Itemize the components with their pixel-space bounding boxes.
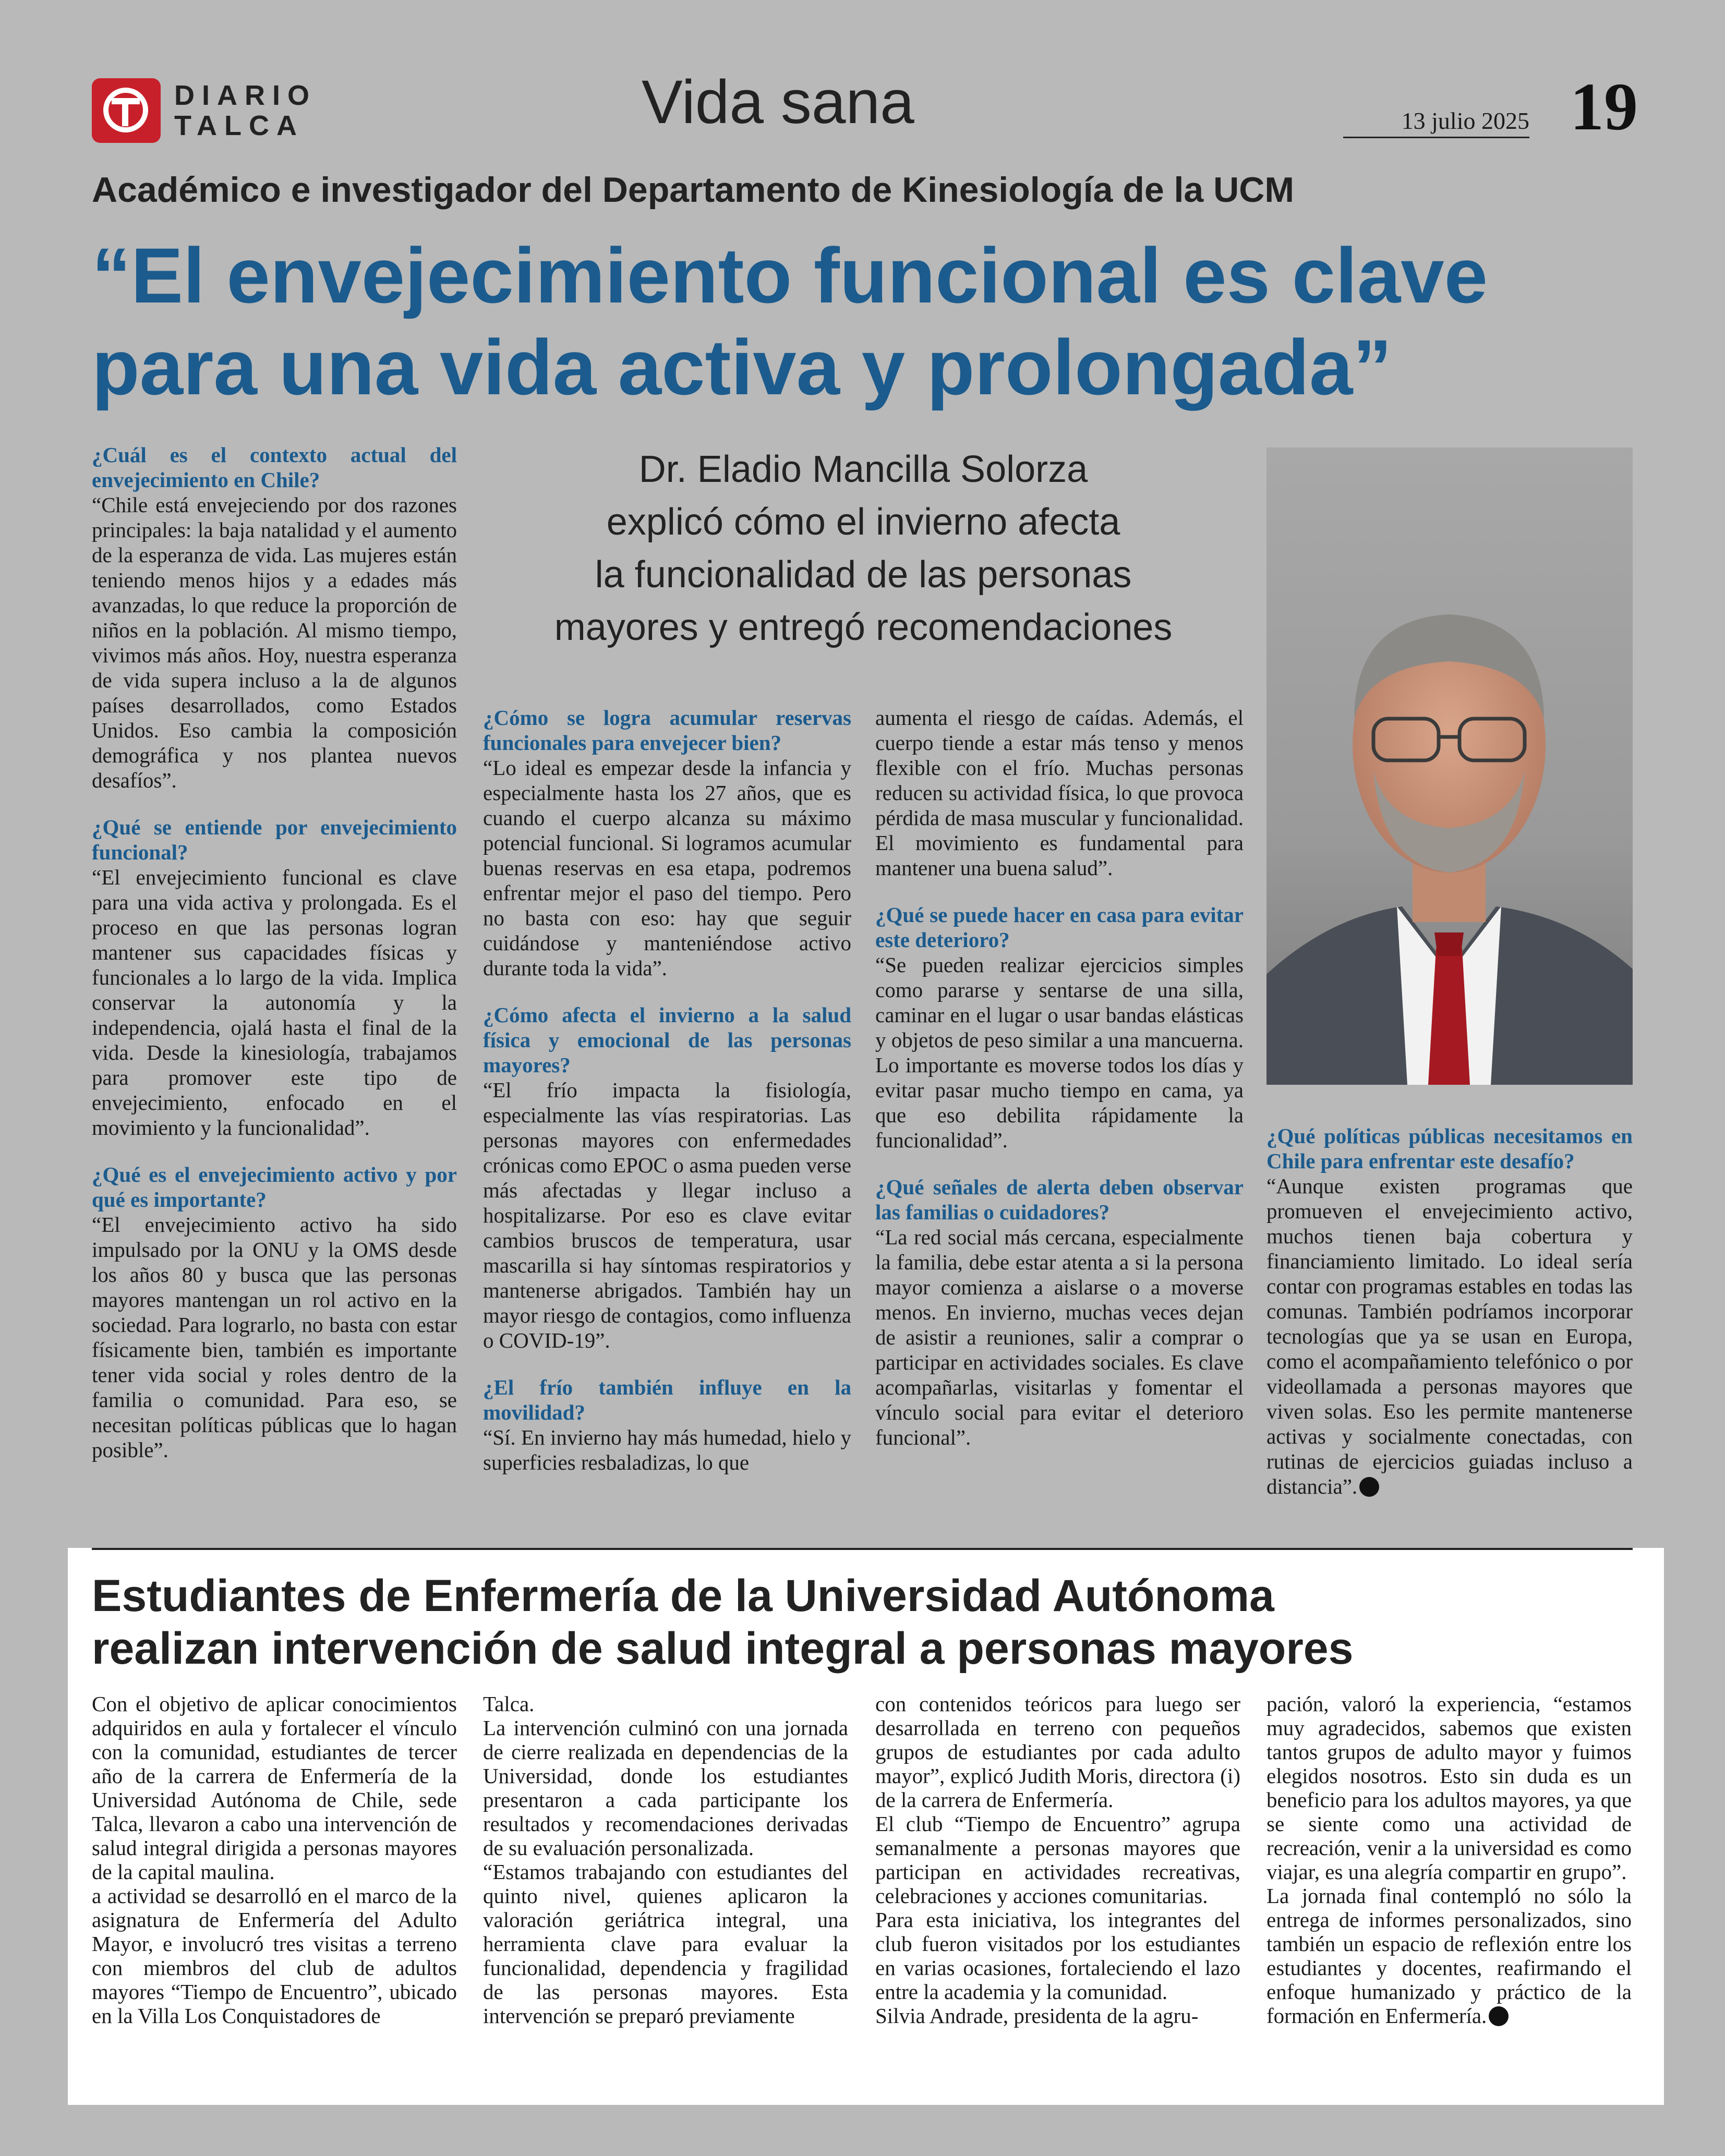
question-1: ¿Cuál es el contexto actual del envejecimiento en Chile? bbox=[92, 443, 457, 492]
question-6: ¿El frío también influye en la movilidad? bbox=[483, 1375, 851, 1424]
second-title-line-2: realizan intervención de salud integral a personas mayores bbox=[92, 1624, 1354, 1674]
question-4: ¿Cómo se logra acumular reservas funcionales para envejecer bien? bbox=[483, 706, 851, 755]
divider-rule bbox=[92, 1548, 1633, 1550]
question-5: ¿Cómo afecta el invierno a la salud física y emocional de las personas mayores? bbox=[483, 1003, 851, 1077]
logo-line-2: TALCA bbox=[174, 110, 304, 141]
diario-talca-logo-icon bbox=[92, 78, 161, 143]
question-9: ¿Qué políticas públicas necesitamos en Chile para enfrentar este desafío? bbox=[1266, 1124, 1633, 1173]
answer-4: “Lo ideal es empezar desde la infancia y especialmente hasta los 27 años, que es cuando el cuerpo alcanza su máximo potencial funcional. Si logramos acumular buenas reservas en esa etapa, podremos enfrentar mejor el paso del tiempo. Pero no basta con eso: hay que seguir cuidándose y manteniéndose activo durante toda la vida”. bbox=[483, 756, 851, 980]
second-paragraph-8 bbox=[1266, 1884, 1632, 2028]
second-paragraph-4: “Estamos trabajando con estudiantes del quinto nivel, quienes aplicaron la valoración geriátrica integral, una herramienta clave para evaluar la funcionalidad, dependencia y fragilidad de las personas mayores. Esta intervención se preparó previamente bbox=[483, 1860, 848, 2028]
second-paragraph-6: Para esta iniciativa, los integrantes del club fueron visitados por los estudiantes en varias ocasiones, fortaleciendo el lazo entre la academia y la comunidad. bbox=[875, 1908, 1240, 2004]
deck-line-1: Dr. Eladio Mancilla Solorza bbox=[638, 449, 1088, 490]
article-kicker: Académico e investigador del Departamento de Kinesiología de la UCM bbox=[92, 170, 1294, 210]
second-paragraph-2: a actividad se desarrolló en el marco de la asignatura de Enfermería del Adulto Mayor, e involucró tres visitas a terreno con miembros del club de adultos mayores “Tiempo de Encuentro”, ubicado en la Villa Los Conquistadores de bbox=[92, 1884, 457, 2028]
end-of-article-icon bbox=[1359, 1477, 1379, 1497]
second-article-column-2 bbox=[483, 1692, 848, 2028]
end-of-second-article-icon bbox=[1489, 2006, 1509, 2026]
second-article-column-4 bbox=[1266, 1692, 1632, 2028]
second-paragraph-7-continued: pación, valoró la experiencia, “estamos muy agradecidos, sabemos que existen tantos grupos de adulto mayor y fuimos elegidos nosotros. Esto sin duda es un beneficio para los adultos mayores, ya que se siente como una actividad de recreación, venir a la universidad es como viajar, es una alegría compartir en grupo”. bbox=[1266, 1692, 1632, 1884]
answer-2: “El envejecimiento funcional es clave para una vida activa y prolongada. Es el proceso en que las personas logran mantener sus capacidades físicas y funcionales a lo largo de la vida. Implica conservar la autonomía y la independencia, ojalá hasta el final de la vida. Desde la kinesiología, trabajamos para promover este tipo de envejecimiento, enfocado en el movimiento y la funcionalidad”. bbox=[92, 865, 457, 1140]
deck-line-3: la funcionalidad de las personas bbox=[595, 554, 1132, 596]
deck-line-4: mayores y entregó recomendaciones bbox=[554, 607, 1173, 648]
logo-wordmark bbox=[174, 80, 317, 141]
second-title-line-1: Estudiantes de Enfermería de la Universidad Autónoma bbox=[92, 1571, 1274, 1621]
second-article-title bbox=[92, 1570, 1636, 1675]
answer-8: “La red social más cercana, especialmente la familia, debe estar atenta a si la persona mayor comienza a aislarse o a moverse menos. En invierno, muchas veces dejan de asistir a reuniones, salir a comprar o participar en actividades sociales. Es clave acompañarlas, visitarlas y fomentar el vínculo social para evitar el deterioro funcional”. bbox=[875, 1225, 1244, 1449]
answer-9 bbox=[1266, 1173, 1633, 1499]
answer-6-start: “Sí. En invierno hay más humedad, hielo y superficies resbaladizas, lo que bbox=[483, 1425, 851, 1474]
headline-line-1: “El envejecimiento funcional es clave bbox=[92, 232, 1488, 319]
answer-1: “Chile está envejeciendo por dos razones principales: la baja natalidad y el aumento de la esperanza de vida. Las mujeres están teniendo menos hijos y a edades más avanzadas, lo que reduce la proporción de niños en la población. Al mismo tiempo, vivimos más años. Hoy, nuestra esperanza de vida supera incluso a la de algunos países desarrollados, como Estados Unidos. Eso cambia la composición demográfica y nos plantea nuevos desafíos”. bbox=[92, 493, 457, 792]
article-column-1 bbox=[92, 442, 457, 1462]
deck-line-2: explicó cómo el invierno afecta bbox=[606, 501, 1120, 543]
page-number: 19 bbox=[1570, 69, 1638, 144]
second-paragraph-5: El club “Tiempo de Encuentro” agrupa semanalmente a personas mayores que participan en actividades recreativas, celebraciones y acciones comunitarias. bbox=[875, 1812, 1240, 1908]
question-7: ¿Qué se puede hacer en casa para evitar este deterioro? bbox=[875, 903, 1244, 952]
answer-5: “El frío impacta la fisiología, especialmente las vías respiratorias. Las personas mayores con enfermedades crónicas como EPOC o asma pueden verse más afectadas y llegar incluso a hospitalizarse. Por eso es clave evitar cambios bruscos de temperatura, usar mascarilla si hay síntomas respiratorios y mantenerse abrigados. También hay un mayor riesgo de contagios, como influenza o COVID-19”. bbox=[483, 1078, 851, 1352]
portrait-photo bbox=[1266, 447, 1633, 1085]
second-article-column-1 bbox=[92, 1692, 457, 2028]
newspaper-logo bbox=[92, 78, 317, 143]
article-headline bbox=[92, 229, 1657, 413]
issue-date: 13 julio 2025 bbox=[1343, 107, 1529, 138]
second-paragraph-2-continued: Talca. bbox=[483, 1692, 535, 1716]
question-8: ¿Qué señales de alerta deben observar las familias o cuidadores? bbox=[875, 1175, 1244, 1224]
question-3: ¿Qué es el envejecimiento activo y por qué es importante? bbox=[92, 1162, 457, 1212]
second-paragraph-4-continued: con contenidos teóricos para luego ser desarrollada en terreno con pequeños grupos de estudiantes por cada adulto mayor”, explicó Judith Moris, directora (i) de la carrera de Enfermería. bbox=[875, 1692, 1240, 1812]
question-2: ¿Qué se entiende por envejecimiento funcional? bbox=[92, 815, 457, 864]
answer-7: “Se pueden realizar ejercicios simples como pararse y sentarse de una silla, caminar en el lugar o usar bandas elásticas y objetos de peso similar a una mancuerna. Lo importante es moverse todos los días y evitar pasar mucho tiempo en cama, ya que eso debilita rápidamente la funcionalidad”. bbox=[875, 953, 1244, 1152]
answer-3: “El envejecimiento activo ha sido impulsado por la ONU y la OMS desde los años 80 y busca que las personas mayores mantengan un rol activo en la sociedad. Para lograrlo, no basta con estar físicamente bien, también es importante tener vida social y roles dentro de la familia o comunidad. Para eso, se necesitan políticas públicas que lo hagan posible”. bbox=[92, 1213, 457, 1462]
answer-9-text: “Aunque existen programas que promueven el envejecimiento activo, muchos tienen baja cobertura y financiamiento limitado. Lo ideal sería contar con programas estables en todas las comunas. También podríamos incorporar tecnologías que ya se usan en Europa, como el acompañamiento telefónico o por videollamada a personas mayores que viven solas. Eso les permite mantenerse activas y socialmente conectadas, con rutinas de ejercicios guiadas incluso a distancia”. bbox=[1266, 1174, 1633, 1498]
headline-line-2: para una vida activa y prolongada” bbox=[92, 323, 1392, 411]
second-article-column-3 bbox=[875, 1692, 1240, 2028]
article-deck bbox=[469, 443, 1257, 654]
second-paragraph-7: Silvia Andrade, presidenta de la agru- bbox=[875, 2004, 1199, 2028]
second-paragraph-1: Con el objetivo de aplicar conocimientos adquiridos en aula y fortalecer el vínculo con la comunidad, estudiantes de tercer año de la carrera de Enfermería de la Universidad Autónoma de Chile, sede Talca, llevaron a cabo una intervención de salud integral dirigida a personas mayores de la capital maulina. bbox=[92, 1692, 457, 1884]
logo-line-1: DIARIO bbox=[174, 80, 317, 111]
article-column-3 bbox=[875, 705, 1244, 1450]
second-paragraph-3: La intervención culminó con una jornada de cierre realizada en dependencias de la Universidad, donde los estudiantes presentaron a cada participante los resultados y recomendaciones derivadas de su evaluación personalizada. bbox=[483, 1716, 848, 1860]
portrait-illustration bbox=[1266, 447, 1633, 1085]
section-title: Vida sana bbox=[642, 68, 914, 137]
article-column-4 bbox=[1266, 1123, 1633, 1499]
answer-6-continued: aumenta el riesgo de caídas. Además, el cuerpo tiende a estar más tenso y menos flexible con el frío. Muchas personas reducen su actividad física, lo que provoca pérdida de masa muscular y funcionalidad. El movimiento es fundamental para mantener una buena salud”. bbox=[875, 706, 1244, 880]
article-column-2 bbox=[483, 705, 851, 1475]
second-paragraph-8-text: La jornada final contempló no sólo la entrega de informes personalizados, sino también un espacio de reflexión entre los estudiantes y docentes, reafirmando el enfoque humanizado y práctico de la formación en Enfermería. bbox=[1266, 1884, 1632, 2028]
